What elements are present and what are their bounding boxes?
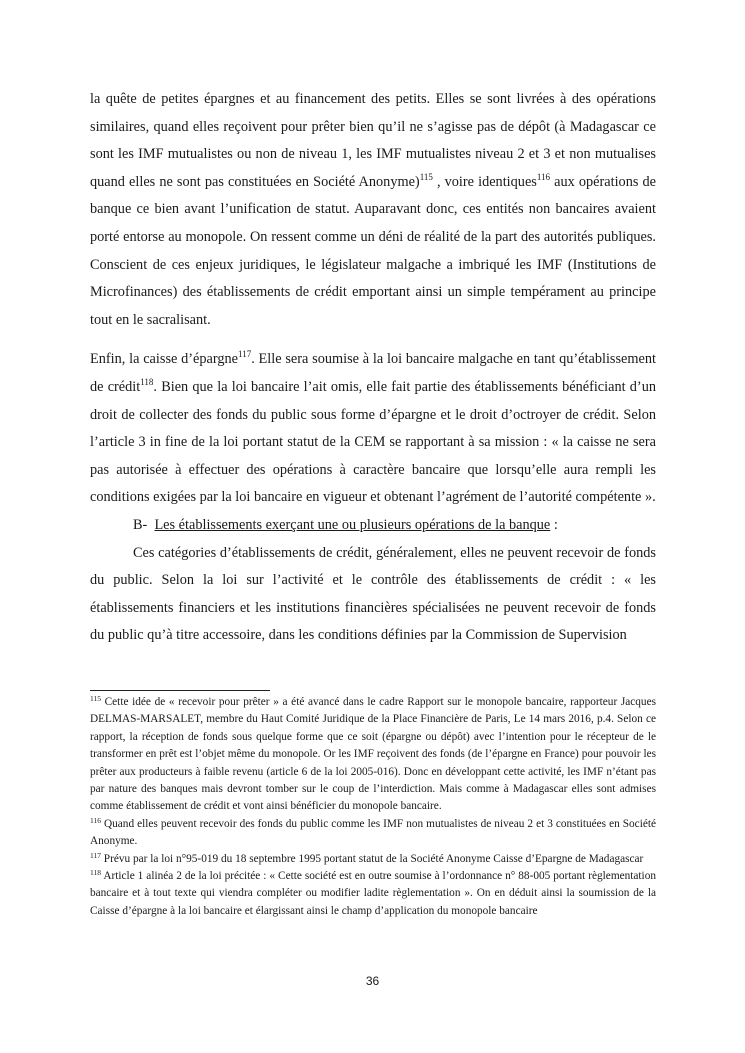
paragraph-caisse-epargne (90, 346, 656, 512)
footnote-117 (90, 851, 656, 868)
footnote-text: Article 1 alinéa 2 de la loi précitée : « Cette société est en outre soumise à l’ordonnance n° 88-005 portant règlementation bancaire et à tout texte qui viendra compléter ou modifier ladite règlementation ». On en déduit ainsi la soumission de la Caisse d’épargne à la loi bancaire et élargissant ainsi le champ d’application du monopole bancaire (90, 870, 656, 917)
footnotes (90, 694, 656, 920)
paragraph-imf-part1: la quête de petites épargnes et au financement des petits. Elles se sont livrées à des opérations similaires, quand elles reçoivent pour prêter bien qu’il ne s’agisse pas de dépôt (à Madagascar ce sont les IMF mutualistes ou non de niveau 1, les IMF mutualistes niveau 2 et 3 et non mutualises quand elles ne sont pas constituées en Société Anonyme) (90, 91, 656, 190)
footnote-ref-116[interactable]: 116 (536, 171, 551, 182)
footnote-number: 117 (90, 850, 101, 860)
footnote-number: 118 (90, 868, 101, 878)
footnote-116 (90, 816, 656, 851)
paragraph-imf (90, 86, 656, 334)
footnote-separator (90, 690, 270, 691)
paragraph-categories: Ces catégories d’établissements de crédit, généralement, elles ne peuvent recevoir de fonds du public. Selon la loi sur l’activité et le contrôle des établissements de crédit : « les établissements financiers et les institutions financières spécialisées ne peuvent recevoir de fonds du public qu’à titre accessoire, dans les conditions définies par la Commission de Supervision (90, 544, 656, 644)
section-heading-suffix: : (550, 516, 558, 533)
footnote-ref-117[interactable]: 117 (238, 349, 252, 360)
paragraph-caisse-part2: . Elle sera soumise à la loi bancaire malgache en tant qu’établissement de crédit (90, 351, 656, 395)
footnote-118 (90, 868, 656, 920)
body-text (90, 86, 656, 650)
footnote-text: Quand elles peuvent recevoir des fonds du public comme les IMF non mutualistes de niveau 2 et 3 constituées en Société Anonyme. (90, 817, 656, 848)
section-heading-title: Les établissements exerçant une ou plusieurs opérations de la banque (154, 516, 551, 533)
page-number: 36 (365, 974, 380, 988)
footnote-number: 116 (90, 815, 101, 825)
footnote-ref-118[interactable]: 118 (140, 376, 154, 387)
paragraph-imf-part2: , voire identiques (432, 173, 537, 190)
footnote-number: 115 (90, 694, 101, 703)
section-heading-b (90, 512, 656, 540)
section-heading-prefix: B- (133, 516, 155, 533)
footnote-text: Prévu par la loi n°95-019 du 18 septembre 1995 portant statut de la Société Anonyme Caisse d’Epargne de Madagascar (100, 852, 644, 865)
footnote-text: Cette idée de « recevoir pour prêter » a été avancé dans le cadre Rapport sur le monopole bancaire, rapporteur Jacques DELMAS-MARSALET, membre du Haut Comité Juridique de la Place Financière de Paris, Le 14 mars 2016, p.4. Selon ce rapport, la réception de fonds sous quelque forme que ce soit (épargne ou dépôt) avec l’intention pour le récepteur de le transformer en prêt est l’objet même du monopole. Or les IMF reçoivent des fonds (de l’épargne en France) pour pouvoir les prêter aux producteurs à faible revenu (article 6 de la loi 2005-016). Donc en développant cette activité, les IMF n’étant pas par nature des banques mais devront tomber sur le coup de l’interdiction. Mais comme à Madagascar elles sont admises comme établissement de crédit et vont ainsi bénéficier du monopole bancaire. (90, 696, 656, 813)
footnote-ref-115[interactable]: 115 (419, 171, 433, 182)
footnote-115 (90, 694, 656, 816)
paragraph-caisse-part1: Enfin, la caisse d’épargne (90, 351, 239, 368)
paragraph-caisse-part3: . Bien que la loi bancaire l’ait omis, elle fait partie des établissements bénéficiant d’un droit de collecter des fonds du public sous forme d’épargne et le droit d’octroyer de crédit. Selon l’article 3 in fine de la loi portant statut de la CEM se rapportant à sa mission : « la caisse ne sera pas autorisée à effectuer des opérations à caractère bancaire que lorsqu’elle aura rempli les conditions exigées par la loi bancaire en vigueur et obtenant l’agrément de l’autorité compétente ». (90, 378, 656, 506)
paragraph-imf-part3: aux opérations de banque ce bien avant l’unification de statut. Auparavant donc, ces entités non bancaires avaient porté entorse au monopole. On ressent comme un déni de réalité de la part des autorités publiques. Conscient de ces enjeux juridiques, le législateur malgache a imbriqué les IMF (Institutions de Microfinances) des établissements de crédit emportant ainsi un simple tempérament au principe tout en le sacralisant. (90, 173, 656, 328)
